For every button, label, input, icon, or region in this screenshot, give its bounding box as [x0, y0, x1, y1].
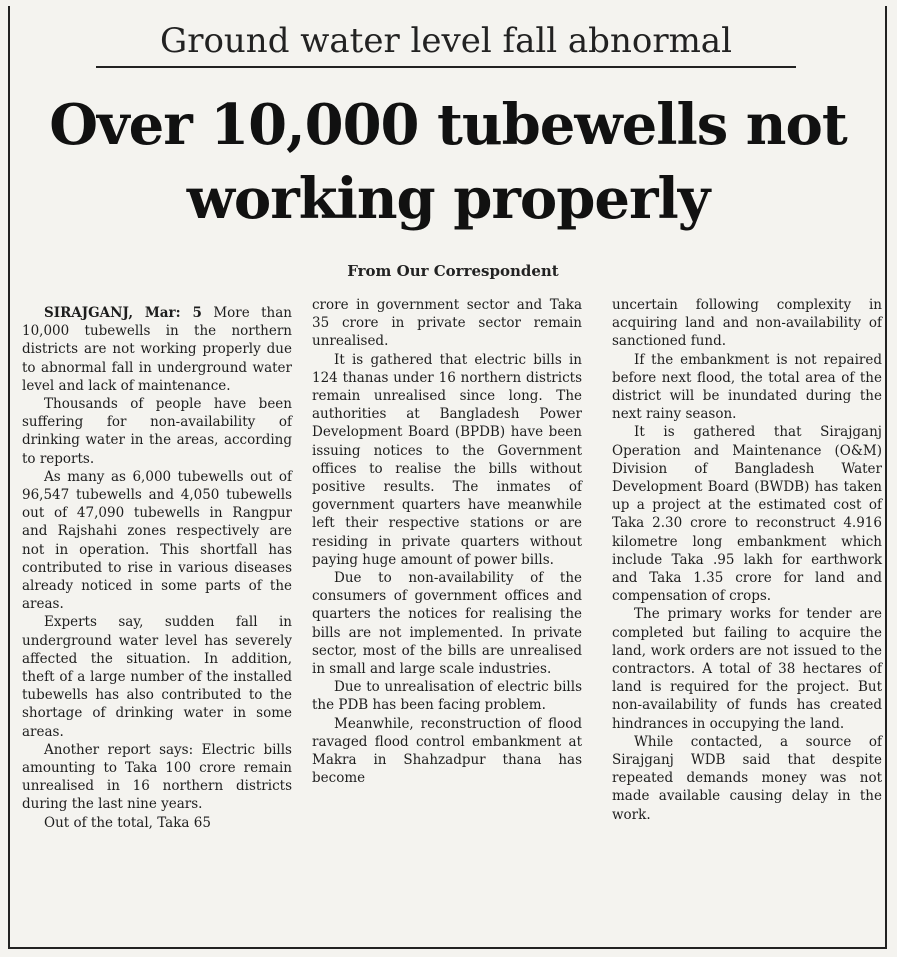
- paragraph: uncertain following complexity in acquiring land and non-availability of sanctioned fund.: [612, 297, 882, 350]
- byline: From Our Correspondent: [347, 262, 559, 280]
- kicker-headline: Ground water level fall abnormal: [96, 16, 796, 68]
- paragraph: While contacted, a source of Sirajganj WDB said that despite repeated demands money was not made available causing delay in the work.: [612, 733, 882, 823]
- paragraph: Thousands of people have been suffering for non-availability of drinking water in the areas, according to reports.: [22, 396, 292, 467]
- paragraph: Experts say, sudden fall in underground water level has severely affected the situation. In addition, theft of a large number of the installed tubewells has also contributed to the shortage of drinking water in some areas.: [22, 614, 292, 740]
- paragraph: crore in government sector and Taka 35 crore in private sector remain unrealised.: [312, 297, 582, 350]
- paragraph: Due to unrealisation of electric bills the PDB has been facing problem.: [312, 679, 582, 714]
- paragraph: Due to non-availability of the consumers of government offices and quarters the notices for realising the bills are not implemented. In private sector, most of the bills are unrealised in small and large scale industries.: [312, 570, 582, 678]
- paragraph: Another report says: Electric bills amounting to Taka 100 crore remain unrealised in 16 northern districts during the last nine years.: [22, 741, 292, 813]
- main-headline: Over 10,000 tubewells not working properly: [49, 92, 847, 232]
- paragraph: If the embankment is not repaired before next flood, the total area of the district will be inundated during the next rainy season.: [612, 351, 882, 423]
- paragraph: Meanwhile, reconstruction of flood ravaged flood control embankment at Makra in Shahzadpur thana has become: [312, 715, 582, 787]
- article-column-2: [312, 296, 582, 787]
- paragraph: It is gathered that Sirajganj Operation and Maintenance (O&M) Division of Bangladesh Water Development Board (BWDB) has taken up a project at the estimated cost of Taka 2.30 crore to reconstruct 4.916 kilometre long embankment which include Taka .95 lakh for earthwork and Taka 1.35 crore for land and compensation of crops.: [612, 424, 882, 605]
- paragraph: The primary works for tender are completed but failing to acquire the land, work orders are not issued to the contractors. A total of 38 hectares of land is required for the project. But non-availability of funds has created hindrances in occupying the land.: [612, 606, 882, 732]
- paragraph: SIRAJGANJ, Mar: 5 More than 10,000 tubewells in the northern districts are not working properly due to abnormal fall in underground water level and lack of maintenance.: [22, 305, 292, 394]
- paragraph: Out of the total, Taka 65: [44, 814, 211, 831]
- dateline: SIRAJGANJ, Mar: 5: [44, 305, 202, 321]
- paragraph: As many as 6,000 tubewells out of 96,547 tubewells and 4,050 tubewells out of 47,090 tubewells in Rangpur and Rajshahi zones respectively are not in operation. This shortfall has contributed to rise in various diseases already noticed in some parts of the areas.: [22, 468, 292, 613]
- paragraph: It is gathered that electric bills in 124 thanas under 16 northern districts remain unrealised since long. The authorities at Bangladesh Power Development Board (BPDB) have been issuing notices to the Government offices to realise the bills without positive results. The inmates of government quarters have meanwhile left their respective stations or are residing in private quarters without paying huge amount of power bills.: [312, 351, 582, 568]
- article-column-3: [612, 296, 882, 824]
- article-column-1: [22, 304, 292, 832]
